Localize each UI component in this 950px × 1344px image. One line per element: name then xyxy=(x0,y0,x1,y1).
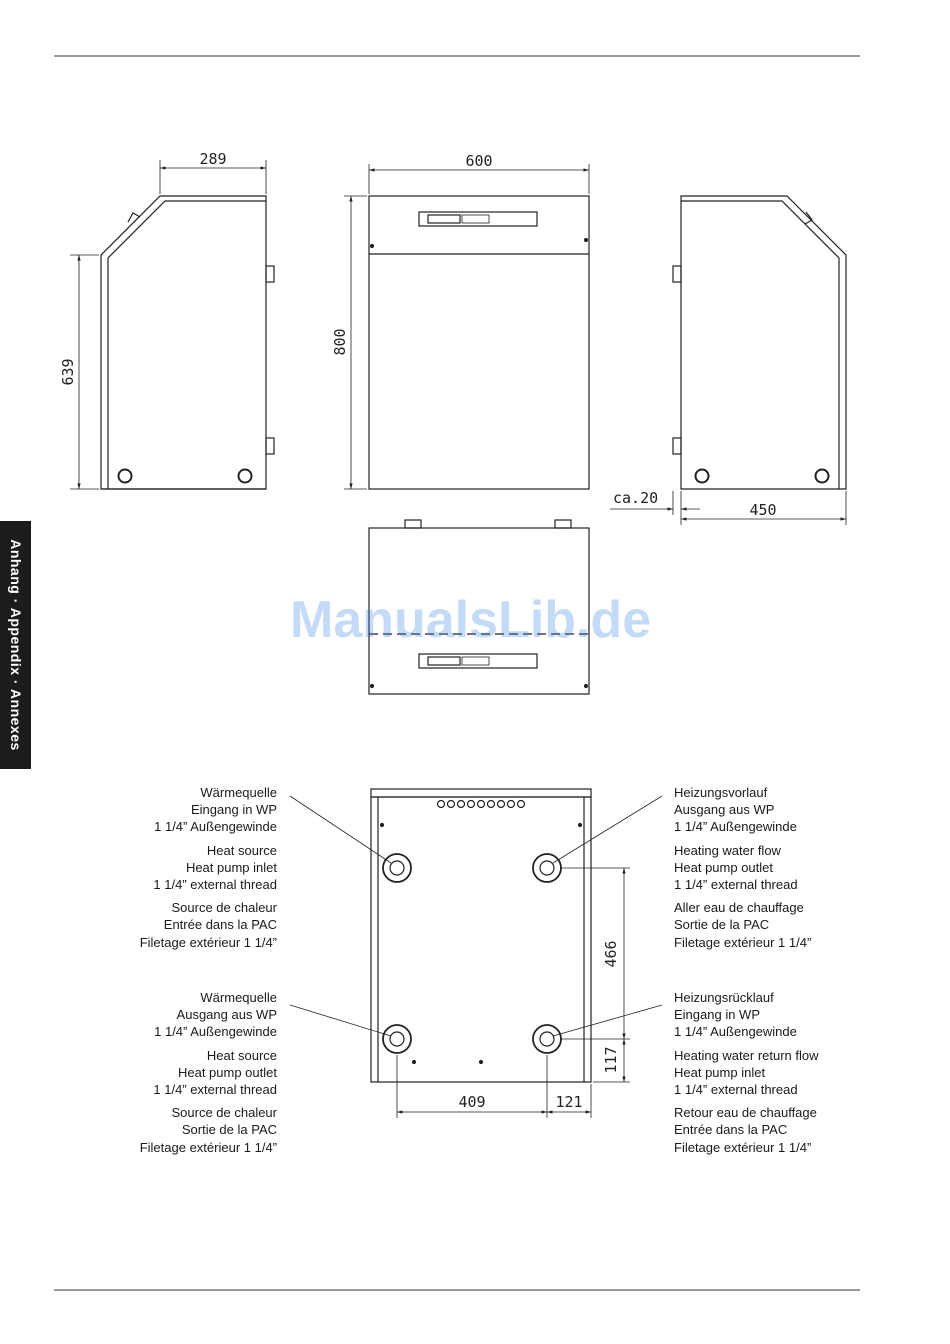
label-line: Retour eau de chauffage xyxy=(674,1105,817,1121)
label-line: Filetage extérieur 1 1/4” xyxy=(139,1139,277,1155)
label-heat-source-outlet xyxy=(140,989,277,1156)
label-line: Wärmequelle xyxy=(200,785,277,800)
label-line: 1 1/4” Außengewinde xyxy=(674,1024,797,1040)
front-view xyxy=(344,164,589,489)
label-line: Filetage extérieur 1 1/4” xyxy=(674,1139,812,1155)
label-line: Entrée dans la PAC xyxy=(674,1122,788,1138)
label-line: Filetage extérieur 1 1/4” xyxy=(139,934,277,950)
side-view-left xyxy=(70,160,274,489)
dim-clearance: ca.20 xyxy=(613,489,659,507)
label-line: 1 1/4” external thread xyxy=(153,877,277,893)
label-line: Source de chaleur xyxy=(171,900,277,916)
watermark: ManualsLib.de xyxy=(290,591,652,649)
label-line: 1 1/4” external thread xyxy=(674,877,798,893)
dim-rear-horizontal: 409 xyxy=(458,1093,486,1111)
label-line: Eingang in WP xyxy=(674,1007,760,1023)
label-line: 1 1/4” Außengewinde xyxy=(154,819,277,835)
label-line: Sortie de la PAC xyxy=(674,917,770,933)
label-line: Ausgang aus WP xyxy=(176,1007,277,1023)
label-heating-return xyxy=(674,989,819,1156)
label-line: Heat pump outlet xyxy=(177,1064,277,1080)
heat-source-inlet-port xyxy=(383,854,411,882)
label-line: Heat source xyxy=(206,842,277,858)
led-row xyxy=(438,801,525,808)
section-tab-label: Anhang · Appendix · Annexes xyxy=(7,539,24,751)
label-heat-source-inlet xyxy=(140,784,277,951)
label-heating-flow xyxy=(674,784,811,951)
label-line: Heating water flow xyxy=(674,842,781,858)
dim-width: 600 xyxy=(465,152,493,170)
dim-rear-vertical: 466 xyxy=(602,940,620,968)
label-line: Source de chaleur xyxy=(171,1105,277,1121)
label-line: Heat pump outlet xyxy=(674,859,774,875)
dim-depth: 450 xyxy=(749,501,777,519)
label-line: Wärmequelle xyxy=(200,990,277,1005)
heat-source-outlet-port xyxy=(383,1025,411,1053)
label-line: Eingang in WP xyxy=(191,802,277,818)
dim-rear-offset-v: 117 xyxy=(602,1046,620,1074)
label-line: 1 1/4” Außengewinde xyxy=(154,1024,277,1040)
label-line: Aller eau de chauffage xyxy=(674,900,804,916)
label-line: Entrée dans la PAC xyxy=(163,917,277,933)
label-line: Sortie de la PAC xyxy=(181,1122,277,1138)
label-line: Heat source xyxy=(206,1047,277,1063)
label-line: Heat pump inlet xyxy=(185,859,277,875)
dim-rear-offset-h: 121 xyxy=(555,1093,583,1111)
label-line: Heat pump inlet xyxy=(674,1064,766,1080)
dim-height: 800 xyxy=(331,328,349,356)
dim-side-height: 639 xyxy=(59,358,77,386)
label-line: Heizungsrücklauf xyxy=(674,990,774,1005)
side-view-right xyxy=(610,196,846,525)
label-line: 1 1/4” external thread xyxy=(153,1082,277,1098)
label-line: Ausgang aus WP xyxy=(674,802,775,818)
label-line: Filetage extérieur 1 1/4” xyxy=(674,934,812,950)
label-line: 1 1/4” external thread xyxy=(674,1082,798,1098)
heating-return-port xyxy=(533,1025,561,1053)
label-line: Heating water return flow xyxy=(674,1047,819,1063)
label-line: 1 1/4” Außengewinde xyxy=(674,819,797,835)
heating-flow-port xyxy=(533,854,561,882)
label-line: Heizungsvorlauf xyxy=(674,785,768,800)
dim-side-depth: 289 xyxy=(199,150,227,168)
